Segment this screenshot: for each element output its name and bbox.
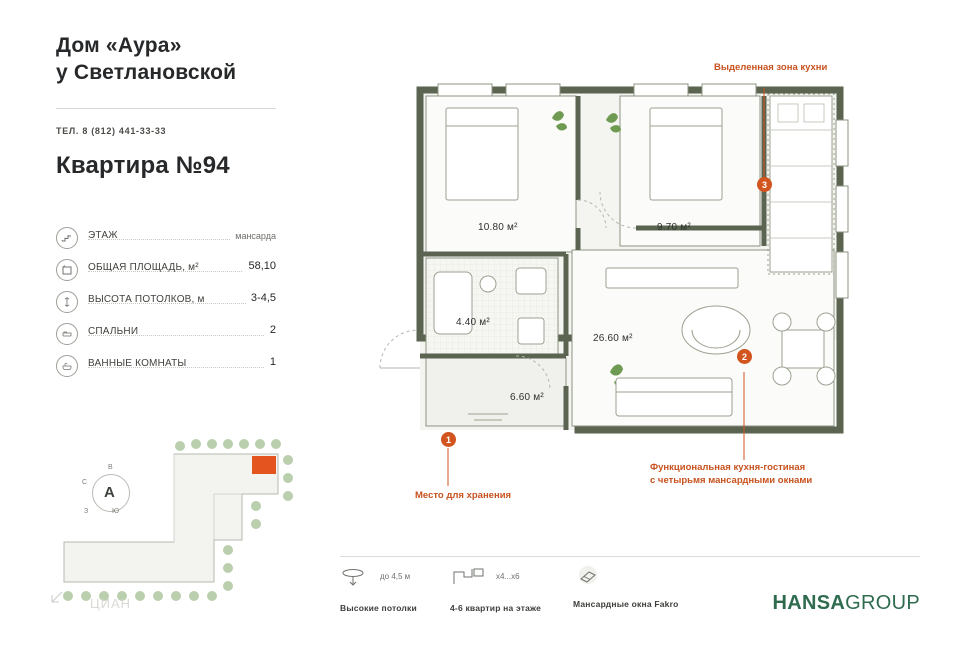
callout-text-2 bbox=[650, 461, 910, 487]
feature-ceilings-sub: до 4,5 м bbox=[380, 572, 411, 581]
spec-floor bbox=[56, 224, 276, 256]
logo-light: GROUP bbox=[845, 592, 920, 614]
brand-line-1: Дом «Аура» bbox=[56, 34, 182, 57]
spec-area bbox=[56, 256, 276, 288]
spec-value: 2 bbox=[265, 324, 276, 336]
spec-list bbox=[56, 224, 276, 384]
compass-label-w: С bbox=[82, 479, 88, 486]
compass-label-n: В bbox=[108, 464, 113, 471]
callout-marker-2[interactable]: 2 bbox=[737, 349, 752, 364]
feature-flats-sub: х4...х6 bbox=[496, 572, 520, 581]
highlighted-flat bbox=[252, 456, 276, 474]
building-mini-plan bbox=[46, 432, 296, 617]
spec-label: ОБЩАЯ ПЛОЩАДЬ, м² bbox=[88, 262, 199, 273]
height-icon bbox=[56, 291, 78, 313]
spec-ceiling-height bbox=[56, 288, 276, 320]
bath-icon bbox=[56, 355, 78, 377]
callout-text-2-line2: с четырьмя мансардными окнами bbox=[650, 475, 813, 486]
callout-text-2-line1: Функциональная кухня-гостиная bbox=[650, 462, 806, 473]
brand-line-2: у Светлановской bbox=[56, 61, 237, 84]
stairs-icon bbox=[56, 227, 78, 249]
watermark: ЦИАН bbox=[90, 596, 132, 611]
room-area-bathroom: 4.40 м² bbox=[456, 317, 490, 328]
spec-bathrooms bbox=[56, 352, 276, 384]
spec-label: ВЫСОТА ПОТОЛКОВ, м bbox=[88, 294, 205, 305]
callout-text-1: Место для хранения bbox=[415, 490, 512, 501]
feature-fakro-windows bbox=[573, 566, 678, 609]
info-panel bbox=[0, 0, 320, 640]
feature-ceilings-caption: Высокие потолки bbox=[340, 603, 417, 613]
spec-bedrooms bbox=[56, 320, 276, 352]
brand-divider bbox=[56, 108, 276, 109]
compass-label-e: Ю bbox=[112, 508, 120, 515]
floorplan-icon bbox=[450, 566, 490, 588]
room-area-bedroom-2: 9.70 м² bbox=[657, 222, 691, 233]
hansa-group-logo bbox=[773, 592, 920, 615]
page-title: Квартира №94 bbox=[56, 152, 230, 179]
callout-marker-1[interactable]: 1 bbox=[441, 432, 456, 447]
room-area-living-kitchen: 26.60 м² bbox=[593, 333, 633, 344]
logo-strong: HANSA bbox=[772, 592, 846, 614]
bed-icon bbox=[56, 323, 78, 345]
ceiling-icon bbox=[340, 566, 376, 588]
floorplan-panel bbox=[320, 0, 960, 640]
floorplan-drawing bbox=[320, 0, 960, 640]
window-icon bbox=[573, 566, 603, 590]
feature-ceilings bbox=[340, 566, 417, 613]
spec-value: мансарда bbox=[230, 231, 276, 241]
callout-marker-3[interactable]: 3 bbox=[757, 177, 772, 192]
area-icon bbox=[56, 259, 78, 281]
feature-fakro-caption: Мансардные окна Fakro bbox=[573, 599, 679, 609]
phone-number: ТЕЛ. 8 (812) 441-33-33 bbox=[56, 126, 167, 136]
compass-label-s: З bbox=[84, 508, 89, 515]
footer-divider bbox=[340, 556, 920, 557]
spec-value: 3-4,5 bbox=[246, 292, 276, 304]
project-brand bbox=[56, 32, 296, 86]
spec-dots bbox=[88, 335, 276, 336]
compass bbox=[82, 464, 138, 520]
spec-label: ВАННЫЕ КОМНАТЫ bbox=[88, 358, 187, 369]
spec-value: 58,10 bbox=[243, 260, 276, 272]
room-area-bedroom-1: 10.80 м² bbox=[478, 222, 518, 233]
feature-flats-per-floor bbox=[450, 566, 541, 613]
room-area-hallway: 6.60 м² bbox=[510, 392, 544, 403]
spec-label: СПАЛЬНИ bbox=[88, 326, 139, 337]
callout-text-3: Выделенная зона кухни bbox=[714, 62, 828, 73]
spec-value: 1 bbox=[265, 356, 276, 368]
compass-center: A bbox=[104, 484, 115, 501]
spec-dots bbox=[88, 367, 276, 368]
feature-flats-caption: 4-6 квартир на этаже bbox=[450, 603, 542, 613]
spec-label: ЭТАЖ bbox=[88, 230, 118, 241]
